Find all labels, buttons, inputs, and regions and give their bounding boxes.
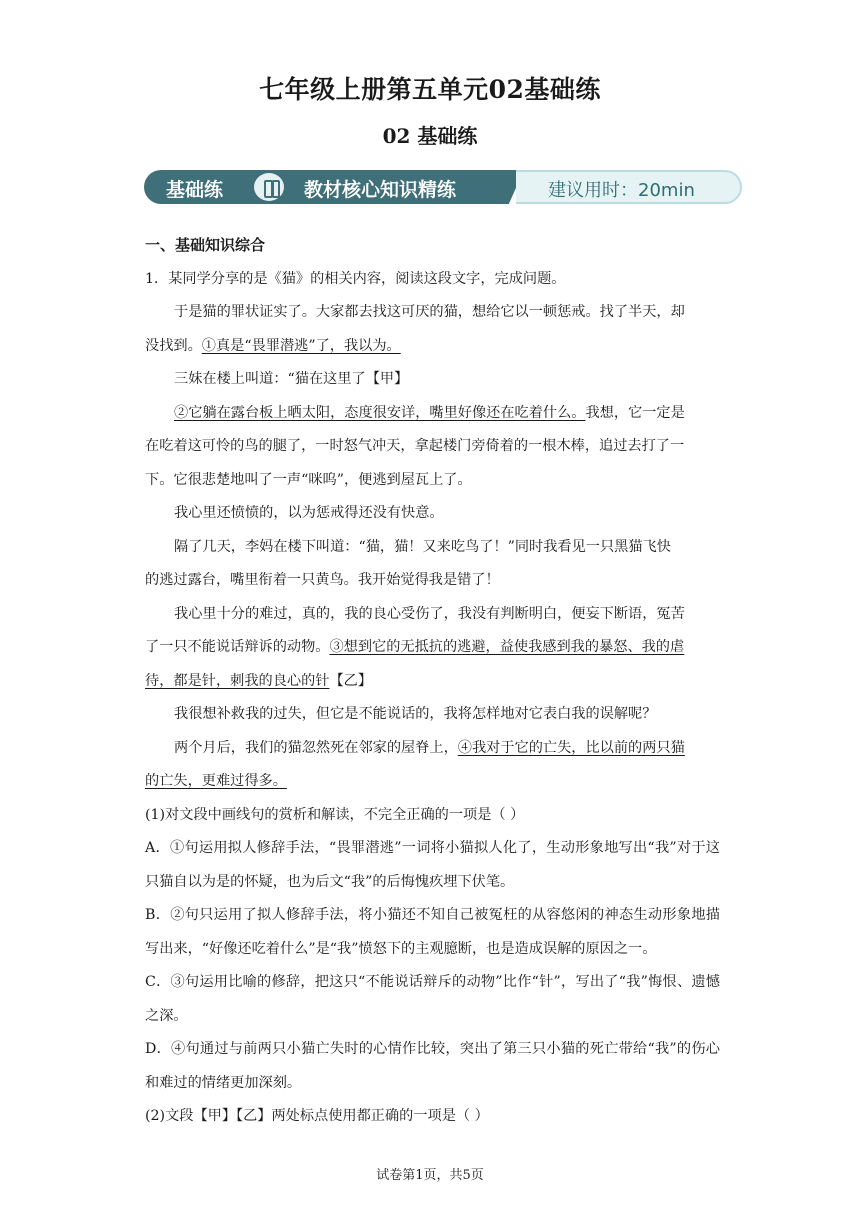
passage-text: 两个月后，我们的猫忽然死在邻家的屋脊上， [174, 739, 458, 756]
passage-line: 下。它很悲楚地叫了一声“咪呜”，便逃到屋瓦上了。 [145, 471, 472, 488]
book-icon [252, 171, 286, 203]
passage-line [145, 665, 720, 699]
passage-text: 了一只不能说话辩诉的动物。 [145, 639, 330, 655]
exercise-banner [144, 168, 744, 206]
passage-line: 隔了几天，李妈在楼下叫道：“猫，猫！又来吃鸟了！”同时我看见一只黑猫飞快 [174, 538, 671, 555]
banner-label-topic: 教材核心知识精练 [304, 179, 457, 201]
passage-line [145, 765, 720, 799]
passage-text: 【乙】 [329, 672, 373, 689]
passage-line [145, 397, 720, 431]
passage-text: 我想，它一定是 [585, 404, 685, 421]
question-content [145, 226, 720, 1134]
underlined-sentence-4: ④我对于它的亡失，比以前的两只猫 [457, 739, 685, 756]
underlined-sentence-3-cont: 待，都是针，刺我的良心的针 [145, 672, 330, 689]
passage-line: 我心里还愤愤的，以为惩戒得还没有快意。 [174, 505, 444, 521]
passage-line: 三妹在楼上叫道：“猫在这里了【甲】 [174, 371, 409, 387]
page-footer: 试卷第1页，共5页 [376, 1168, 484, 1183]
passage-line [145, 330, 720, 364]
banner-label-practice: 基础练 [166, 179, 224, 201]
passage-text: 没找到。 [145, 337, 202, 354]
sub-question-2: (2)文段【甲】【乙】两处标点使用都正确的一项是（ ） [145, 1108, 489, 1124]
passage-line [145, 732, 720, 766]
option-a: A．①句运用拟人修辞手法，“畏罪潜逃”一词将小猫拟人化了，生动形象地写出“我”对于这只猫自以为是的怀疑，也为后文“我”的后悔愧疚埋下伏笔。 [145, 840, 720, 890]
passage-line: 我心里十分的难过，真的，我的良心受伤了，我没有判断明白，便妄下断语，冤苦 [174, 605, 685, 622]
question-stem: 1．某同学分享的是《猫》的相关内容，阅读这段文字，完成问题。 [145, 270, 566, 287]
passage-line: 的逃过露台，嘴里衔着一只黄鸟。我开始觉得我是错了！ [145, 572, 500, 588]
banner-label-time: 建议用时：20min [548, 180, 695, 201]
section-heading: 一、基础知识综合 [145, 236, 266, 254]
underlined-sentence-3: ③想到它的无抵抗的逃避，益使我感到我的暴怒、我的虐 [329, 639, 685, 655]
passage-line: 我很想补救我的过失，但它是不能说话的，我将怎样地对它表白我的误解呢？ [174, 706, 657, 722]
underlined-sentence-4-cont: 的亡失，更难过得多。 [145, 773, 287, 789]
document-title: 七年级上册第五单元02基础练 [259, 75, 601, 104]
passage-line: 在吃着这可怜的鸟的腿了，一时怒气冲天，拿起楼门旁倚着的一根木棒，追过去打了一 [145, 438, 685, 454]
option-b: B．②句只运用了拟人修辞手法，将小猫还不知自己被冤枉的从容悠闲的神态生动形象地描写出来，“好像还吃着什么”是“我”愤怒下的主观臆断，也是造成误解的原因之一。 [145, 907, 720, 957]
passage-line [145, 631, 720, 665]
document-subtitle: 02 基础练 [382, 124, 478, 148]
option-d: D．④句通过与前两只小猫亡失时的心情作比较，突出了第三只小猫的死亡带给“我”的伤心和难过的情绪更加深刻。 [145, 1041, 720, 1091]
passage-line: 于是猫的罪状证实了。大家都去找这可厌的猫，想给它以一顿惩戒。找了半天，却 [174, 304, 685, 320]
underlined-sentence-1: ①真是“畏罪潜逃”了，我以为。 [201, 337, 401, 354]
option-c: C．③句运用比喻的修辞，把这只“不能说话辩斥的动物”比作“针”，写出了“我”悔恨、遗憾之深。 [145, 974, 720, 1024]
underlined-sentence-2: ②它躺在露台板上晒太阳，态度很安详，嘴里好像还在吃着什么。 [174, 404, 586, 421]
sub-question-1: (1)对文段中画线句的赏析和解读，不完全正确的一项是（ ） [145, 806, 525, 823]
